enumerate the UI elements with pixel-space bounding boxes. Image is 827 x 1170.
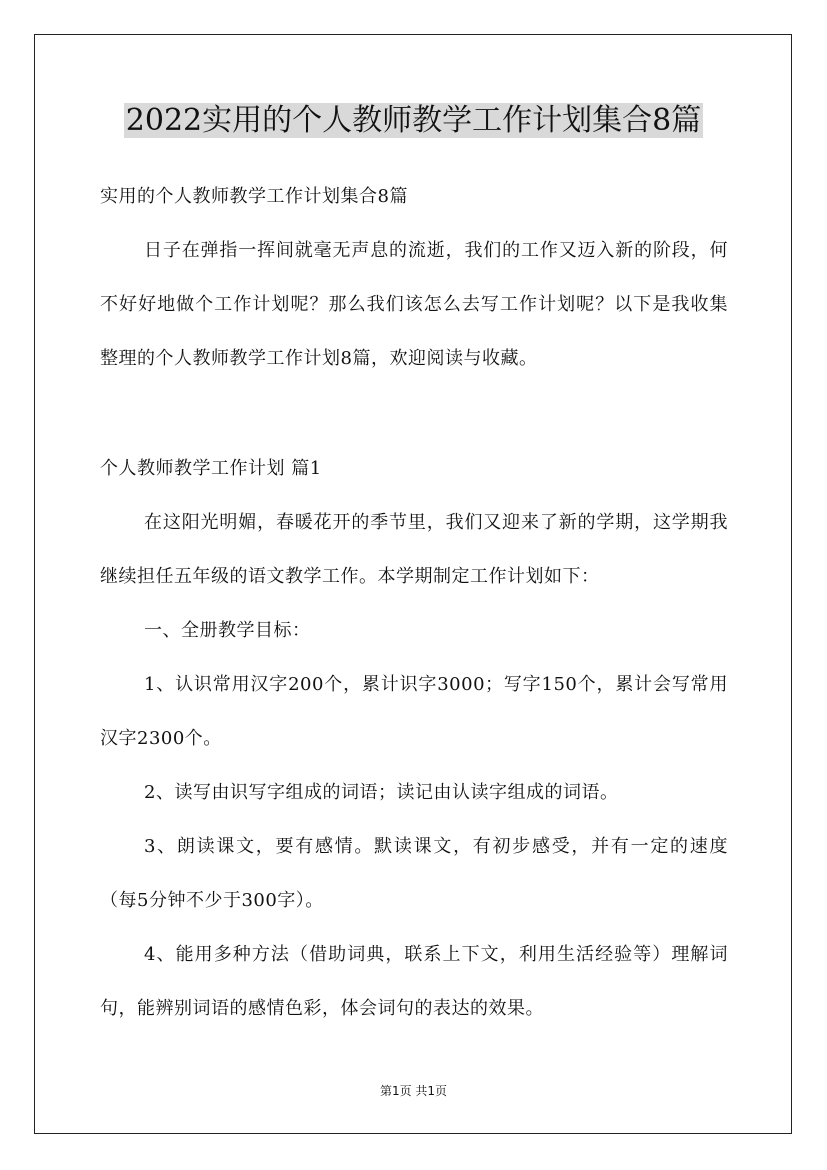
document-title [0, 100, 827, 142]
intro-paragraph: 日子在弹指一挥间就毫无声息的流逝，我们的工作又迈入新的阶段，何不好好地做个工作计划呢？那么我们该怎么去写工作计划呢？以下是我收集整理的个人教师教学工作计划8篇，欢迎阅读与收藏。 [100, 240, 728, 369]
document-title-text: 2022实用的个人教师教学工作计划集合8篇 [125, 103, 702, 138]
paragraph: 一、全册教学目标： [144, 620, 311, 641]
paragraph: 1、认识常用汉字200个，累计识字3000；写字150个，累计会写常用汉字2300个。 [100, 674, 728, 749]
paragraph: 4、能用多种方法（借助词典，联系上下文，利用生活经验等）理解词句，能辨别词语的感情色彩，体会词句的表达的效果。 [100, 944, 728, 1019]
paragraph: 2、读写由识写字组成的词语；读记由认读字组成的词语。 [144, 782, 619, 803]
document-subtitle: 实用的个人教师教学工作计划集合8篇 [100, 186, 408, 207]
paragraph: 3、朗读课文，要有感情。默读课文，有初步感受，并有一定的速度（每5分钟不少于300字）。 [100, 836, 728, 911]
section-heading: 个人教师教学工作计划 篇1 [100, 458, 322, 479]
document-body [100, 170, 728, 1036]
paragraph: 在这阳光明媚，春暖花开的季节里，我们又迎来了新的学期，这学期我继续担任五年级的语文教学工作。本学期制定工作计划如下： [100, 512, 728, 587]
paragraph-gap [100, 386, 728, 442]
page-number-footer: 第1页 共1页 [379, 1084, 448, 1098]
